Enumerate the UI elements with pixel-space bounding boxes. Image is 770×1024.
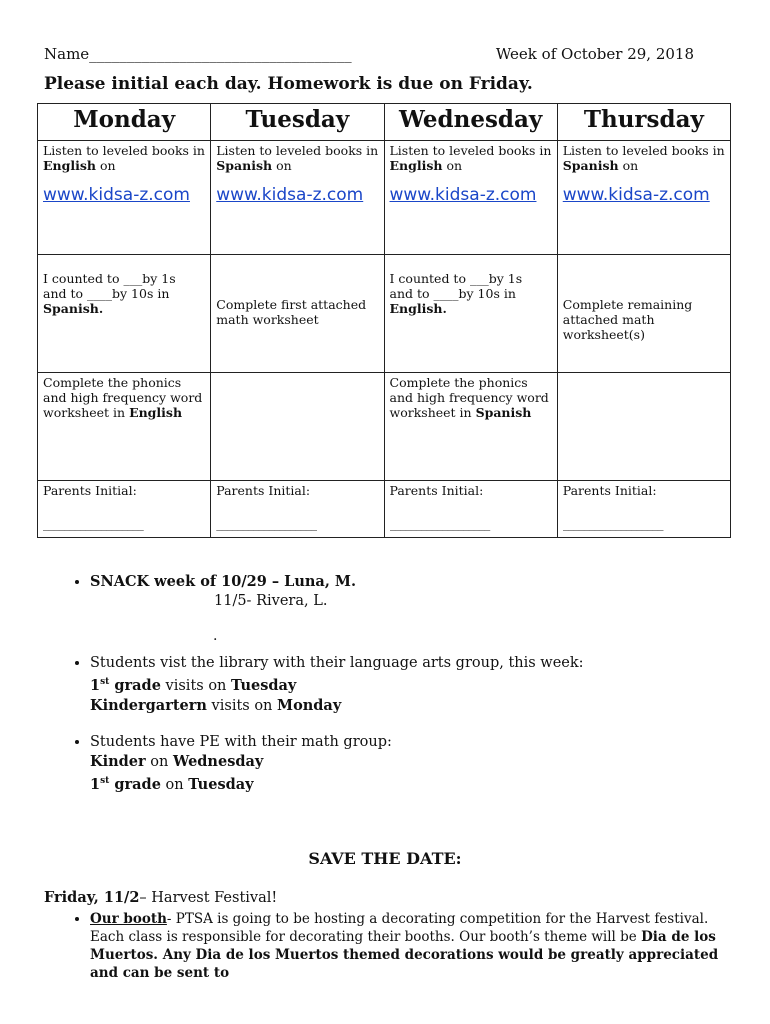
booth-item: • Our booth- PTSA is going to be hosting a decorating competition for the Harvest festival. Each class is responsible for decorating their booths. Our booth’s theme will be Dia de los Muertos. Any Dia de los Muertos themed decorations would be greatly appreciated and can be sent to: [90, 910, 730, 982]
kidsa-z-link[interactable]: www.kidsa-z.com: [216, 185, 364, 205]
phonics-cell-empty: [557, 373, 730, 481]
week-label: Week of October 29, 2018: [495, 45, 694, 63]
initial-row: [38, 481, 731, 538]
phonics-cell: Complete the phonics and high frequency word worksheet in English: [38, 373, 211, 481]
day-thursday: Thursday: [557, 104, 730, 141]
day-wednesday: Wednesday: [384, 104, 557, 141]
pe-list: [50, 733, 740, 795]
library-kinder: Kindergartern visits on Monday: [90, 696, 342, 714]
library-first-grade: 1st grade visits on Tuesday: [90, 676, 297, 694]
math-worksheet-cell: Complete remaining attached math worksheet(s): [557, 255, 730, 373]
pe-kinder: Kinder on Wednesday: [90, 753, 264, 770]
math-worksheet-cell: Complete first attached math worksheet: [211, 255, 384, 373]
kidsa-z-link[interactable]: www.kidsa-z.com: [389, 185, 537, 205]
kidsa-z-link[interactable]: www.kidsa-z.com: [562, 185, 710, 205]
kidsa-z-link[interactable]: www.kidsa-z.com: [43, 185, 190, 205]
snack-item: • SNACK week of 10/29 – Luna, M. 11/5- Rivera, L.: [90, 572, 740, 611]
initial-cell[interactable]: Parents Initial: ___________________: [211, 481, 384, 538]
homework-table: [37, 103, 731, 538]
name-field: Name___________________________________: [44, 45, 352, 63]
reading-cell: Listen to leveled books in Spanish on www.kidsa-z.com: [557, 141, 730, 255]
library-list: [50, 654, 740, 716]
booth-list: [50, 910, 730, 982]
pe-first-grade: 1st grade on Tuesday: [90, 775, 254, 793]
math-row: [38, 255, 731, 373]
phonics-cell: Complete the phonics and high frequency word worksheet in Spanish: [384, 373, 557, 481]
stray-dot: .: [213, 628, 218, 644]
initial-cell[interactable]: Parents Initial: ___________________: [38, 481, 211, 538]
reading-cell: Listen to leveled books in English on www.kidsa-z.com: [38, 141, 211, 255]
day-tuesday: Tuesday: [211, 104, 384, 141]
phonics-cell-empty: [211, 373, 384, 481]
day-monday: Monday: [38, 104, 211, 141]
counting-cell: I counted to ___by 1s and to ____by 10s in Spanish.: [38, 255, 211, 373]
day-header-row: [38, 104, 731, 141]
snack-list: [50, 572, 740, 611]
initial-cell[interactable]: Parents Initial: ___________________: [384, 481, 557, 538]
reading-row: [38, 141, 731, 255]
pe-item: • Students have PE with their math group: Kinder on Wednesday 1st grade on Tuesday: [90, 733, 740, 795]
initial-cell[interactable]: Parents Initial: ___________________: [557, 481, 730, 538]
reading-cell: Listen to leveled books in English on www.kidsa-z.com: [384, 141, 557, 255]
library-item: • Students vist the library with their language arts group, this week: 1st grade visits on Tuesday Kindergartern visits on Monday: [90, 654, 740, 716]
counting-cell: I counted to ___by 1s and to ____by 10s in English.: [384, 255, 557, 373]
reading-cell: Listen to leveled books in Spanish on www.kidsa-z.com: [211, 141, 384, 255]
save-the-date-heading: SAVE THE DATE:: [308, 849, 462, 868]
phonics-row: [38, 373, 731, 481]
friday-event: Friday, 11/2– Harvest Festival!: [44, 889, 278, 906]
instruction-text: Please initial each day. Homework is due on Friday.: [44, 74, 533, 94]
